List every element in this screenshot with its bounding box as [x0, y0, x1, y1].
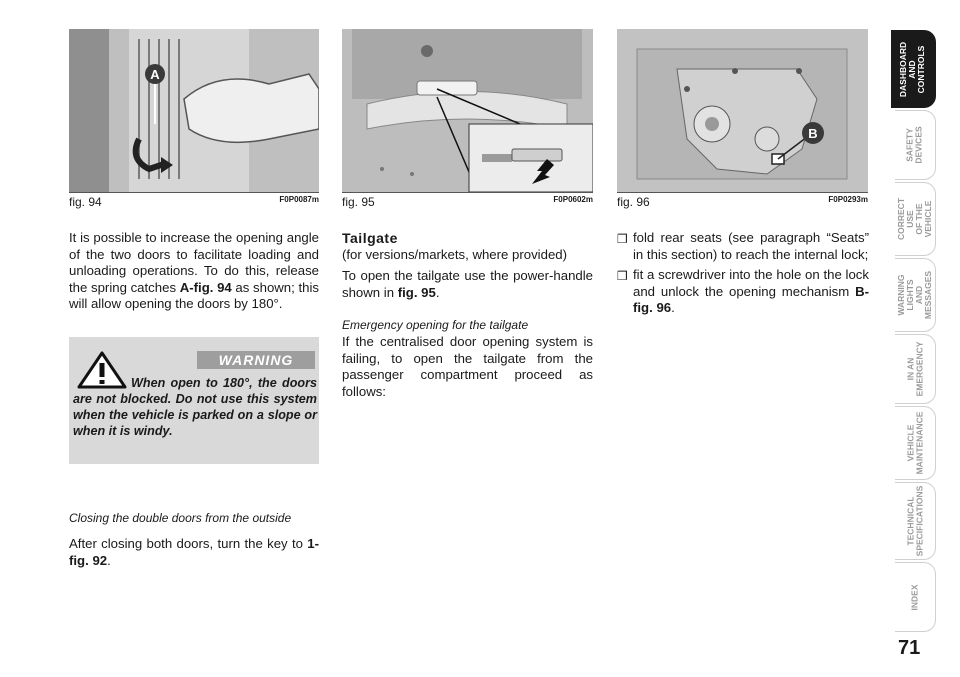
emergency-heading: Emergency opening for the tailgate	[342, 318, 529, 332]
checkbox-bullet-icon: ❒	[617, 232, 628, 246]
tailgate-text-end: .	[435, 284, 440, 300]
figure-reference: A-fig. 94	[179, 279, 232, 295]
intro-paragraph	[69, 230, 319, 313]
warning-text: When open to 180°, the doors are not blocked. Do not use this system when the vehicle is parked on a slope or when it is windy.	[73, 376, 317, 438]
tailgate-text: To open the tailgate use the power-handle shown in	[342, 268, 593, 300]
list-item	[617, 267, 869, 317]
figure-reference: fig. 95	[397, 284, 436, 300]
figure-reference: B-fig. 96	[633, 283, 869, 315]
section-subtitle: (for versions/markets, where provided)	[342, 247, 567, 262]
figure-96-caption	[617, 192, 868, 209]
tab-technical-specifications[interactable]: TECHNICAL SPECIFICATIONS	[895, 482, 936, 560]
figure-96-illustration	[617, 29, 868, 192]
figure-94-caption	[69, 192, 319, 209]
marker-a: A	[150, 67, 160, 82]
tab-index[interactable]: INDEX	[895, 562, 936, 632]
figure-95-caption	[342, 192, 593, 209]
tab-dashboard-and-controls[interactable]: DASHBOARD AND CONTROLS	[891, 30, 936, 108]
marker-b: B	[808, 126, 818, 141]
figure-label: fig. 94	[69, 195, 102, 209]
tailgate-paragraph	[342, 268, 593, 301]
tab-in-an-emergency[interactable]: IN AN EMERGENCY	[895, 334, 936, 404]
tab-warning-lights[interactable]: WARNING LIGHTS AND MESSAGES	[895, 258, 936, 332]
figure-code: F0P0293m	[828, 195, 868, 204]
figure-reference: 1-fig. 92	[69, 536, 319, 568]
warning-box	[69, 337, 319, 464]
figure-94-illustration	[69, 29, 319, 192]
procedure-list	[617, 230, 869, 321]
closing-paragraph	[69, 536, 319, 569]
figure-95-illustration	[342, 29, 593, 192]
intro-text-end: as shown; this will allow opening the doors by 180°.	[69, 279, 319, 311]
tab-safety-devices[interactable]: SAFETY DEVICES	[895, 110, 936, 180]
tab-vehicle-maintenance[interactable]: VEHICLE MAINTENANCE	[895, 406, 936, 480]
list-item-text: fit a screwdriver into the hole on the lock and unlock the opening mechanism	[633, 267, 869, 299]
intro-text: It is possible to increase the opening angle of the two doors to facilitate loading and unloading operations. To do this, release the spring catches	[69, 230, 319, 295]
figure-label: fig. 96	[617, 195, 650, 209]
closing-heading: Closing the double doors from the outside	[69, 511, 292, 525]
tab-correct-use[interactable]: CORRECT USE OF THE VEHICLE	[895, 182, 936, 256]
list-item-text-end: .	[671, 300, 675, 315]
figure-code: F0P0602m	[553, 195, 593, 204]
figure-label: fig. 95	[342, 195, 375, 209]
page-number: 71	[898, 637, 921, 659]
warning-header: WARNING	[197, 351, 315, 369]
section-title: Tailgate	[342, 230, 398, 246]
emergency-paragraph: If the centralised door opening system is failing, to open the tailgate from the passenger compartment proceed as follows:	[342, 334, 593, 399]
list-item	[617, 230, 869, 263]
list-item-text: fold rear seats (see paragraph “Seats” in this section) to reach the internal lock;	[633, 230, 869, 262]
checkbox-bullet-icon: ❒	[617, 269, 628, 283]
closing-text-end: .	[107, 552, 111, 568]
figure-code: F0P0087m	[279, 195, 319, 204]
closing-text: After closing both doors, turn the key to	[69, 536, 308, 551]
